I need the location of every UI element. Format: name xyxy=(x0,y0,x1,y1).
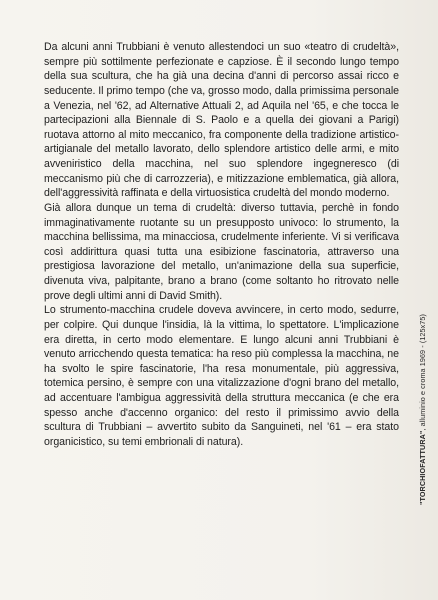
paragraph-3: Lo strumento-macchina crudele doveva avvincere, in certo modo, sedurre, per colpire. Qui dunque l'insidia, là la vittima, lo spettatore. L'implicazione era diretta, in certo modo elementare. E lungo alcuni anni Trubbiani è venuto arricchendo questa tematica: ha reso più complessa la macchina, ne ha svolto le spire fascinatorie, l'ha resa monumentale, più aggressiva, totemica persino, è sempre con una vitalizzazione d'ogni brano del metallo, ad accentuare l'ambigua aggressività della struttura meccanica (e che era spesso anche d'accenno organico: del resto il primissimo avvio della scultura di Trubbiani – avvertito subito da Sanguineti, nel '61 – era stato organicistico, su temi embrionali di natura). xyxy=(44,304,399,448)
artwork-details: , alluminio e croma 1969 - (125x75) xyxy=(418,314,427,431)
paragraph-2: Già allora dunque un tema di crudeltà: diverso tuttavia, perchè in fondo immaginativamente ruotante su un presupposto univoco: lo strumento, la macchina bellissima, ma minacciosa, crudelmente inferiente. Vi si verificava così addirittura quasi tutta una esibizione fascinatoria, attraverso una prestigiosa lavorazione del metallo, un'animazione della sua superficie, divenuta viva, palpitante, brano a brano (come soltanto ho ritrovato nelle prove degli ultimi anni di David Smith). xyxy=(44,201,399,302)
article-text xyxy=(44,40,399,450)
paragraph-1: Da alcuni anni Trubbiani è venuto allestendoci un suo «teatro di crudeltà», sempre più sottilmente perfezionate e capziose. È il secondo lungo tempo della sua scultura, che ha già una decina d'anni di percorso assai ricco e seducente. Il primo tempo (che va, grosso modo, dalla primissima personale a Venezia, nel '62, ad Alternative Attuali 2, ad Aquila nel '65, e che tocca le partecipazioni alla Biennale di S. Paolo e a quella dei giovani a Parigi) ruotava attorno al mito meccanico, fra componente della tradizione artistico-artigianale del metallo lavorato, dello splendore artistico delle armi, e mito avveniristico della macchina, nel suo splendore ingegneresco (di meccanismo più che di carrozzeria), e mitizzazione emblematica, già allora, dell'aggressività raffinata e della virtuosistica crudeltà del mondo moderno. xyxy=(44,41,399,200)
artwork-title: "TORCHIOFATTURA" xyxy=(418,430,427,505)
artwork-caption xyxy=(418,314,427,505)
